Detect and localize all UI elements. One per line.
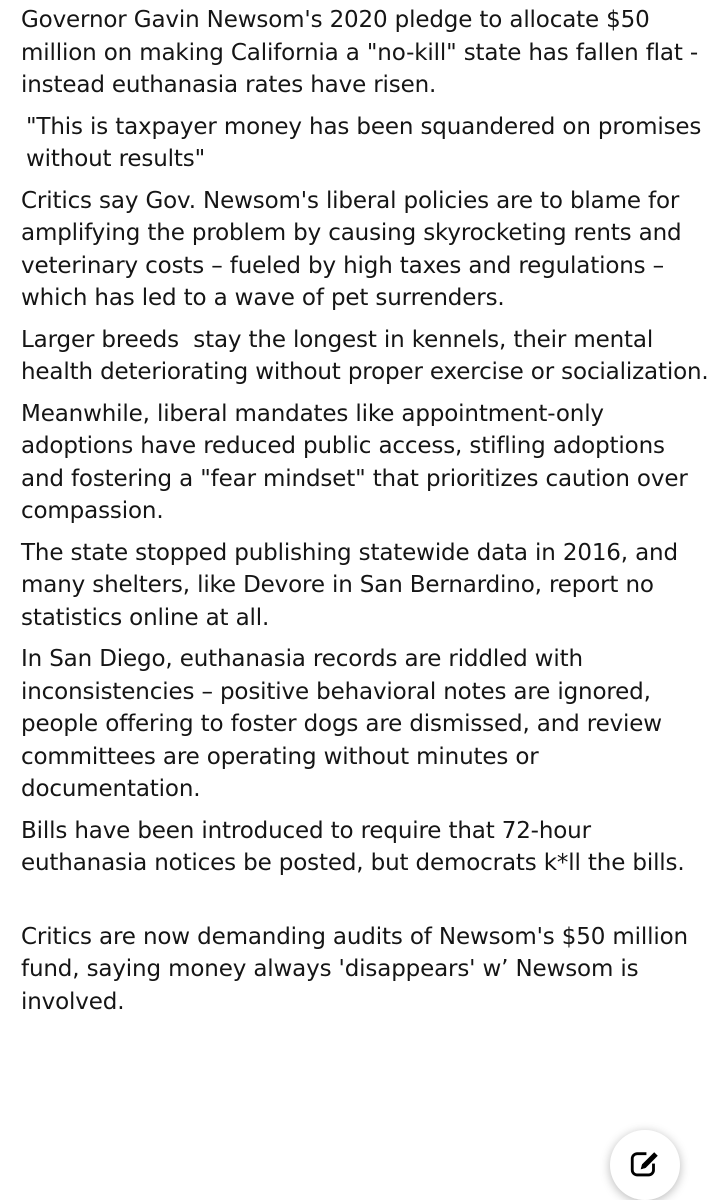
paragraph-bills: Bills have been introduced to require that 72-hour euthanasia notices be posted, but democrats k*ll the bills. [21,817,685,876]
paragraph-larger-breeds: Larger breeds stay the longest in kennels, their mental health deteriorating without proper exercise or socialization. [21,326,709,385]
paragraph-spacer [21,889,711,921]
paragraph-quote: "This is taxpayer money has been squandered on promises without results" [26,113,709,172]
paragraph-san-diego: In San Diego, euthanasia records are riddled with inconsistencies – positive behavioral notes are ignored, people offering to foster dogs are dismissed, and review committees are operating without minutes or documentation. [21,646,670,802]
paragraph-mandates: Meanwhile, liberal mandates like appointment-only adoptions have reduced public access, stifling adoptions and fostering a "fear mindset" that prioritizes caution over compassion. [21,400,695,524]
paragraph-statewide-data: The state stopped publishing statewide data in 2016, and many shelters, like Devore in San Bernardino, report no statistics online at all. [21,539,686,631]
paragraph-audits: Critics are now demanding audits of Newsom's $50 million fund, saying money always 'disappears' w’ Newsom is involved. [21,923,696,1015]
compose-pencil-icon [628,1148,662,1182]
paragraph-critics-policies: Critics say Gov. Newsom's liberal policies are to blame for amplifying the problem by causing skyrocketing rents and veterinary costs – fueled by high taxes and regulations – which has led to a wave of pet surrenders. [21,187,689,311]
article-body [21,4,711,1027]
paragraph-pledge: Governor Gavin Newsom's 2020 pledge to allocate $50 million on making California a "no-kill" state has fallen flat - instead euthanasia rates have risen. [21,7,706,98]
compose-button[interactable] [610,1130,680,1200]
